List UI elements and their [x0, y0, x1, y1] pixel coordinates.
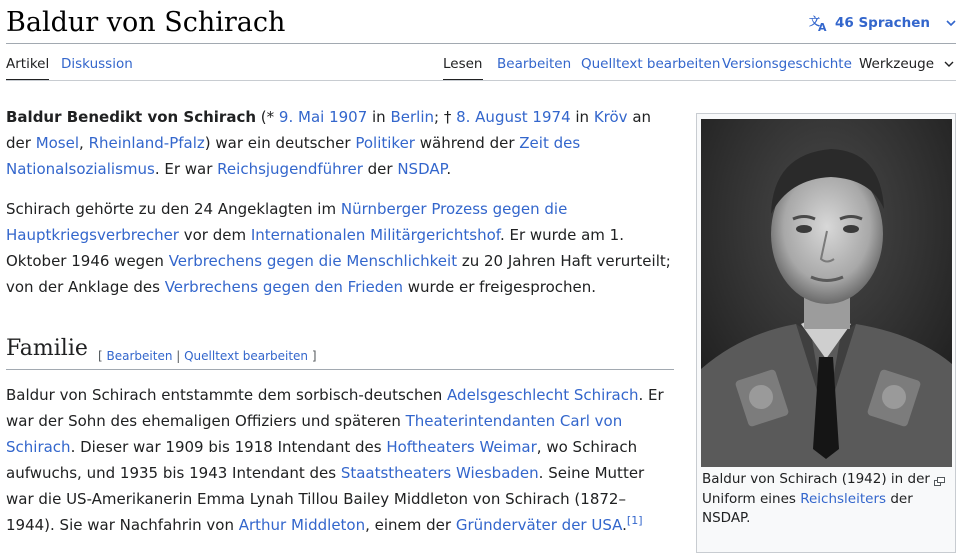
- language-count: 46 Sprachen: [834, 15, 930, 31]
- infobox: [696, 113, 956, 553]
- tab-artikel[interactable]: Artikel: [6, 56, 50, 72]
- link-carl-von-schirach[interactable]: Theaterintendanten Carl von Schirach: [6, 412, 623, 456]
- title-divider: [6, 43, 956, 44]
- tab-versionsgeschichte[interactable]: Versionsgeschichte: [722, 56, 852, 72]
- link-nationalsozialismus[interactable]: Zeit des Nationalsozialismus: [6, 134, 581, 178]
- tools-label: Werkzeuge: [859, 56, 935, 72]
- link-arthur-middleton[interactable]: Arthur Middleton: [238, 516, 366, 534]
- link-militaergerichtshof[interactable]: Internationalen Militärgerichtshof: [250, 226, 500, 244]
- link-kroev[interactable]: Kröv: [593, 108, 628, 126]
- tab-quelltext[interactable]: Quelltext bearbeiten: [581, 56, 721, 72]
- link-politiker[interactable]: Politiker: [355, 134, 415, 152]
- link-staatstheater-wiesbaden[interactable]: Staatstheaters Wiesbaden: [340, 464, 539, 482]
- lead-paragraph-2: Schirach gehörte zu den 24 Angeklagten im Nürnberger Prozess gegen die Hauptkriegsverbrecher vor dem Internationalen Militärgerichtshof. Er wurde am 1. Oktober 1946 wegen Verbrechens gegen die Menschlichkeit zu 20 Jahren Haft verurteilt; von der Anklage des Verbrechens gegen den Frieden wurde er freigesprochen.: [6, 200, 671, 296]
- link-hoftheater-weimar[interactable]: Hoftheaters Weimar: [386, 438, 537, 456]
- tools-menu[interactable]: [859, 56, 954, 72]
- link-nsdap[interactable]: NSDAP: [397, 160, 447, 178]
- chevron-down-icon: [946, 20, 956, 27]
- tab-lesen[interactable]: Lesen: [443, 56, 483, 72]
- link-gruendervaeter[interactable]: Gründerväter der USA: [455, 516, 623, 534]
- lead-paragraph-1: Baldur Benedikt von Schirach (* 9. Mai 1907 in Berlin; † 8. August 1974 in Kröv an der Mosel, Rheinland-Pfalz) war ein deutscher Politiker während der Zeit des Nationalsozialismus. Er war Reichsjugendführer der NSDAP.: [6, 108, 652, 178]
- chevron-down-icon: [944, 56, 954, 72]
- translate-icon: [809, 14, 829, 32]
- enlarge-icon[interactable]: [934, 471, 945, 490]
- link-reichsleiter[interactable]: Reichsleiters: [800, 490, 887, 507]
- subject-name: Baldur Benedikt von Schirach: [6, 108, 257, 126]
- page-tabs: [6, 45, 956, 81]
- section-edit-source-button[interactable]: Quelltext bearbeiten: [184, 349, 309, 363]
- link-verbrechen-menschlichkeit[interactable]: Verbrechens gegen die Menschlichkeit: [168, 252, 458, 270]
- portrait-photo[interactable]: [701, 119, 952, 467]
- link-verbrechen-frieden[interactable]: Verbrechens gegen den Frieden: [164, 278, 403, 296]
- link-nuernberger-prozess[interactable]: Nürnberger Prozess gegen die Hauptkriegsverbrecher: [6, 200, 568, 244]
- link-death-date[interactable]: 8. August 1974: [456, 108, 571, 126]
- page-title: Baldur von Schirach: [6, 7, 286, 38]
- link-mosel[interactable]: Mosel: [35, 134, 80, 152]
- reference-link[interactable]: [1]: [626, 514, 643, 527]
- tab-bearbeiten[interactable]: Bearbeiten: [497, 56, 572, 72]
- section-heading-familie: [6, 334, 674, 370]
- language-button[interactable]: [809, 14, 956, 32]
- photo-caption: Baldur von Schirach (1942) in der Uniform eines Reichsleiters der NSDAP.: [702, 471, 930, 526]
- familie-paragraph: Baldur von Schirach entstammte dem sorbisch-deutschen Adelsgeschlecht Schirach. Er war der Sohn des ehemaligen Offiziers und späteren Theaterintendanten Carl von Schirach. Dieser war 1909 bis 1918 Intendant des Hoftheaters Weimar, wo Schirach aufwuchs, und 1935 bis 1943 Intendant des Staatstheaters Wiesbaden. Seine Mutter war die US-Amerikanerin Emma Lynah Tillou Bailey Middleton von Schirach (1872–1944). Sie war Nachfahrin von Arthur Middleton, einem der Gründerväter der USA.[1]: [6, 386, 664, 534]
- link-reichsjugendfuehrer[interactable]: Reichsjugendführer: [217, 160, 363, 178]
- section-edit-button[interactable]: Bearbeiten: [106, 349, 173, 363]
- tabs-divider: [6, 80, 956, 81]
- section-title: Familie: [6, 336, 88, 361]
- svg-text:文: 文: [808, 15, 820, 28]
- link-rheinland-pfalz[interactable]: Rheinland-Pfalz: [88, 134, 205, 152]
- section-edit-links: [ Bearbeiten | Quelltext bearbeiten ]: [98, 349, 317, 363]
- link-berlin[interactable]: Berlin: [390, 108, 434, 126]
- link-adelsgeschlecht[interactable]: Adelsgeschlecht Schirach: [447, 386, 639, 404]
- article-body: [6, 104, 674, 552]
- tab-diskussion[interactable]: Diskussion: [61, 56, 133, 72]
- link-birth-date[interactable]: 9. Mai 1907: [278, 108, 368, 126]
- svg-text:A: A: [817, 21, 827, 32]
